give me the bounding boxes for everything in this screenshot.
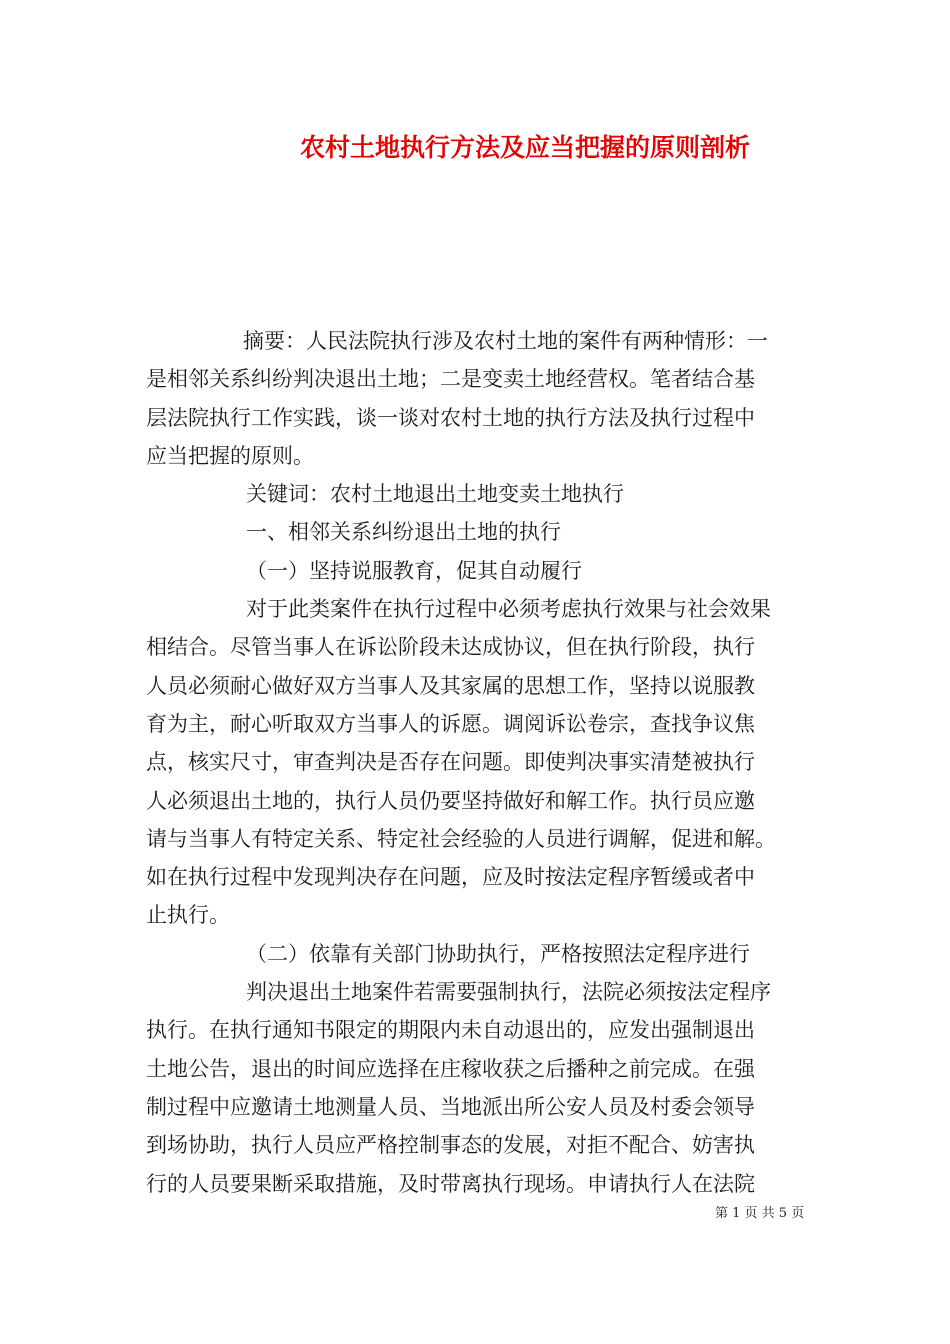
abstract-line: 应当把握的原则。 (146, 443, 314, 468)
paragraph-line: 对于此类案件在执行过程中必须考虑执行效果与社会效果 (246, 597, 771, 622)
abstract-line: 是相邻关系纠纷判决退出土地；二是变卖土地经营权。笔者结合基 (146, 367, 755, 392)
paragraph-line: 相结合。尽管当事人在诉讼阶段未达成协议，但在执行阶段，执行 (146, 635, 755, 660)
paragraph-line: 育为主，耐心听取双方当事人的诉愿。调阅诉讼卷宗，查找争议焦 (146, 711, 755, 736)
paragraph-line: 人员必须耐心做好双方当事人及其家属的思想工作，坚持以说服教 (146, 673, 755, 698)
paragraph-line: 判决退出土地案件若需要强制执行，法院必须按法定程序 (246, 980, 771, 1005)
subsection-heading: （二）依靠有关部门协助执行，严格按照法定程序进行 (246, 941, 750, 966)
paragraph-line: 制过程中应邀请土地测量人员、当地派出所公安人员及村委会领导 (146, 1094, 755, 1119)
section-heading: 一、相邻关系纠纷退出土地的执行 (246, 520, 561, 545)
paragraph-line: 到场协助，执行人员应严格控制事态的发展，对拒不配合、妨害执 (146, 1133, 755, 1158)
abstract-line: 层法院执行工作实践，谈一谈对农村土地的执行方法及执行过程中 (146, 405, 755, 430)
paragraph-line: 止执行。 (146, 903, 230, 928)
paragraph-line: 执行。在执行通知书限定的期限内未自动退出的，应发出强制退出 (146, 1018, 755, 1043)
keywords-line: 关键词：农村土地退出土地变卖土地执行 (246, 482, 624, 507)
paragraph-line: 土地公告，退出的时间应选择在庄稼收获之后播种之前完成。在强 (146, 1056, 755, 1081)
paragraph-line: 请与当事人有特定关系、特定社会经验的人员进行调解，促进和解。 (146, 826, 776, 851)
paragraph-line: 行的人员要果断采取措施，及时带离执行现场。申请执行人在法院 (146, 1171, 755, 1196)
paragraph-line: 人必须退出土地的，执行人员仍要坚持做好和解工作。执行员应邀 (146, 788, 755, 813)
document-body (146, 322, 806, 1203)
document-title: 农村土地执行方法及应当把握的原则剖析 (299, 133, 750, 162)
abstract-line: 摘要：人民法院执行涉及农村土地的案件有两种情形：一 (243, 329, 768, 353)
paragraph-line: 点，核实尺寸，审查判决是否存在问题。即使判决事实清楚被执行 (146, 750, 755, 775)
paragraph-line: 如在执行过程中发现判决存在问题，应及时按法定程序暂缓或者中 (146, 865, 755, 890)
subsection-heading: （一）坚持说服教育，促其自动履行 (246, 558, 582, 583)
page-number: 第 1 页 共 5 页 (715, 1206, 805, 1221)
